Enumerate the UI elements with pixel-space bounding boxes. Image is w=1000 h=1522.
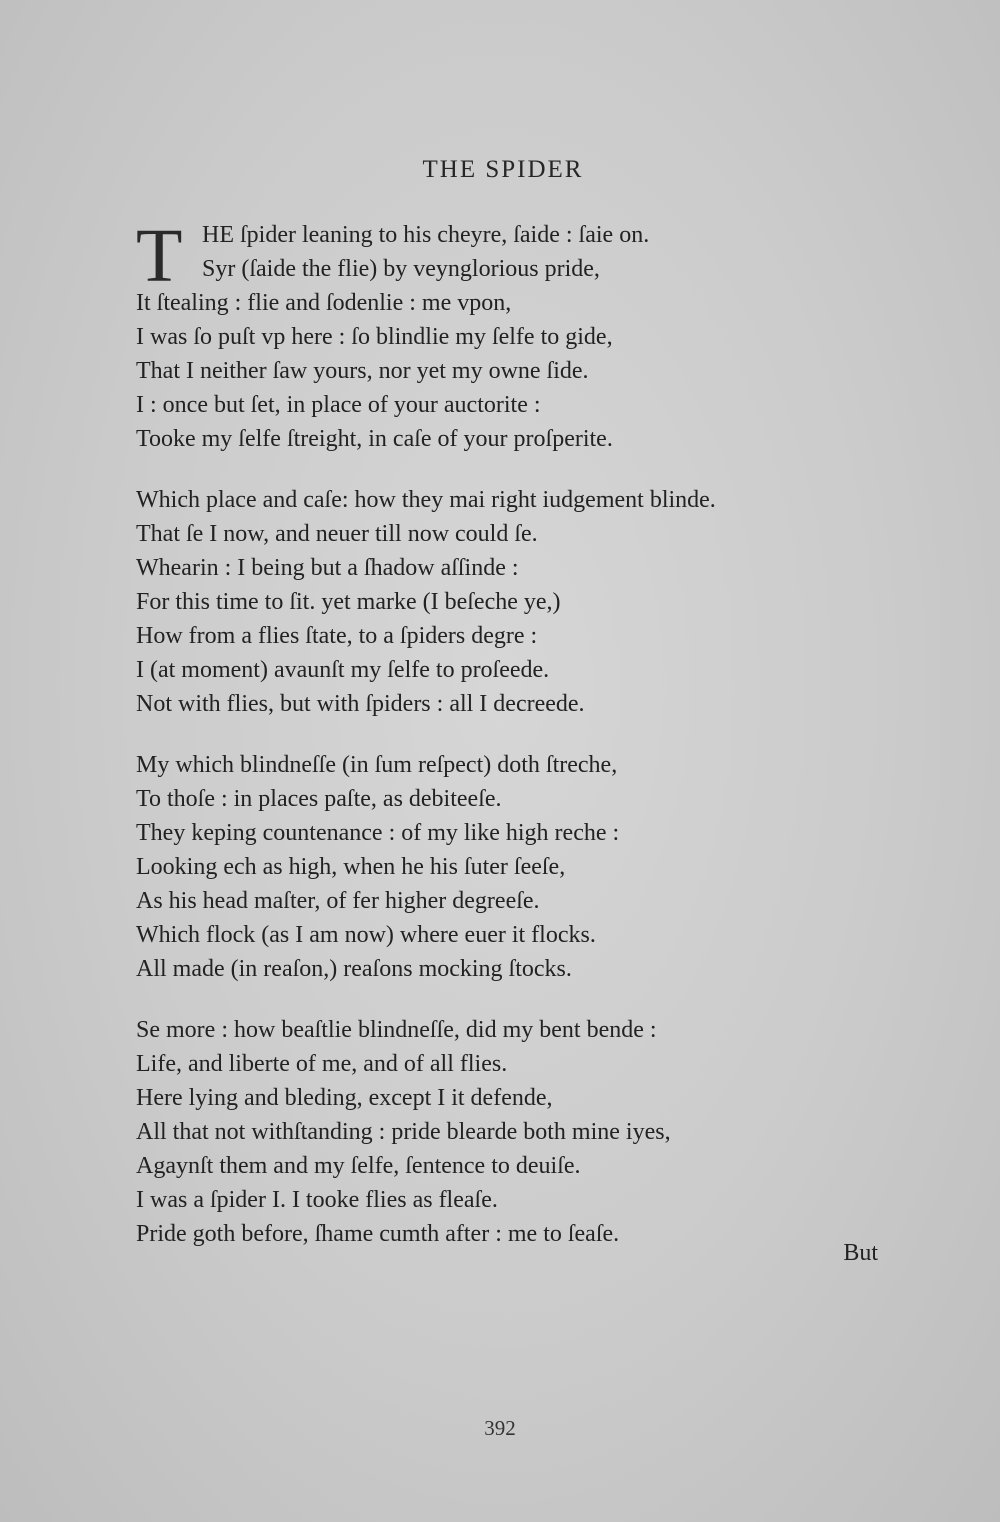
drop-cap: T	[136, 214, 183, 298]
poem-line: All made (in reaſon,) reaſons mocking ſtocks.	[136, 956, 572, 982]
stanza-2	[136, 483, 896, 721]
stanza-divider	[136, 456, 896, 483]
poem-line: It ſtealing : flie and ſodenlie : me vpon,	[136, 290, 512, 316]
poem-line: I was a ſpider I. I tooke flies as fleaſe.	[136, 1187, 498, 1213]
poem-line: Pride goth before, ſhame cumth after : me to ſeaſe.	[136, 1221, 620, 1247]
poem-line: Looking ech as high, when he his ſuter ſeeſe,	[136, 854, 566, 880]
poem-line: I : once but ſet, in place of your auctorite :	[136, 392, 541, 418]
poem-line: For this time to ſit. yet marke (I beſeche ye,)	[136, 589, 561, 615]
catchword: But	[843, 1240, 878, 1266]
poem	[136, 214, 896, 1251]
poem-line: Here lying and bleding, except I it defende,	[136, 1085, 553, 1111]
stanza-divider	[136, 721, 896, 748]
stanza-divider	[136, 986, 896, 1013]
poem-line: Syr (ſaide the flie) by veynglorious pride,	[202, 256, 600, 282]
poem-line: Life, and liberte of me, and of all flies.	[136, 1051, 508, 1077]
poem-line: As his head maſter, of fer higher degreeſe.	[136, 888, 540, 914]
stanza-1	[136, 214, 896, 456]
poem-line: I (at moment) avaunſt my ſelfe to proſeede.	[136, 657, 550, 683]
poem-line: Which flock (as I am now) where euer it flocks.	[136, 922, 596, 948]
poem-line: That I neither ſaw yours, nor yet my owne ſide.	[136, 358, 589, 384]
poem-line: Agaynſt them and my ſelfe, ſentence to deuiſe.	[136, 1153, 581, 1179]
poem-line: They keping countenance : of my like high reche :	[136, 820, 620, 846]
poem-line: How from a flies ſtate, to a ſpiders degre :	[136, 623, 538, 649]
poem-line: To thoſe : in places paſte, as debiteeſe.	[136, 786, 502, 812]
poem-line: Which place and caſe: how they mai right iudgement blinde.	[136, 487, 716, 513]
poem-line: Tooke my ſelfe ſtreight, in caſe of your proſperite.	[136, 426, 613, 452]
stanza-4	[136, 1013, 896, 1251]
stanza-3	[136, 748, 896, 986]
poem-line: I was ſo puſt vp here : ſo blindlie my ſelfe to gide,	[136, 324, 613, 350]
poem-line: My which blindneſſe (in ſum reſpect) doth ſtreche,	[136, 752, 618, 778]
poem-line: Se more : how beaſtlie blindneſſe, did my bent bende :	[136, 1017, 657, 1043]
poem-line: Whearin : I being but a ſhadow aſſinde :	[136, 555, 519, 581]
poem-line: Not with flies, but with ſpiders : all I decreede.	[136, 691, 585, 717]
page-title: THE SPIDER	[422, 156, 584, 183]
poem-line: All that not withſtanding : pride blearde both mine iyes,	[136, 1119, 671, 1145]
poem-line: HE ſpider leaning to his cheyre, ſaide : ſaie on.	[202, 222, 650, 248]
page-number: 392	[484, 1416, 516, 1440]
poem-line: That ſe I now, and neuer till now could ſe.	[136, 521, 538, 547]
